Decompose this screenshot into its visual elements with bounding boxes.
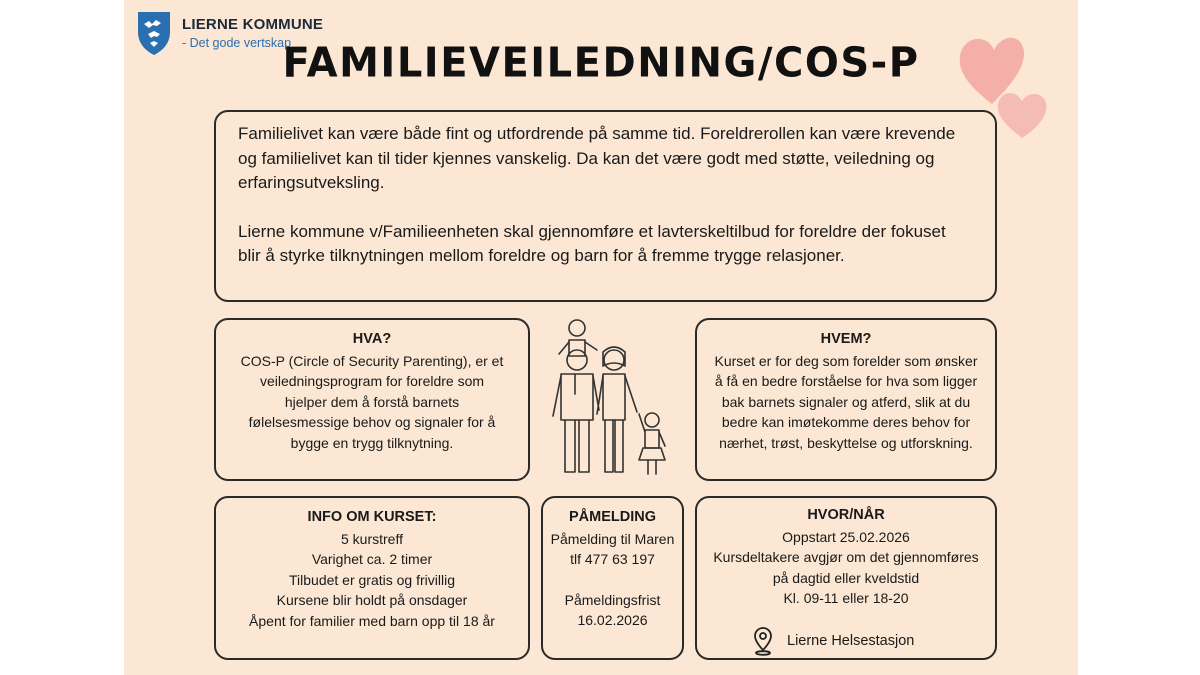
poster <box>124 0 1078 675</box>
hvem-heading: HVEM? <box>820 331 872 347</box>
info-line: Åpent for familier med barn opp til 18 år <box>249 612 495 629</box>
intro-paragraph-2: Lierne kommune v/Familieenheten skal gjennomføre et lavterskeltilbud for foreldre der fokuset blir å styrke tilknytningen mellom foreldre og barn for å fremme trygge relasjoner. <box>238 221 946 265</box>
hvor-heading: HVOR/NÅR <box>807 507 885 523</box>
hvor-box <box>695 496 997 660</box>
hva-heading: HVA? <box>352 331 392 347</box>
hva-text: COS-P (Circle of Security Parenting), er et veiledningsprogram for foreldre som hjelper dem å forstå barnets følelsesmessige behov og signaler for å bygge en trygg tilknytning. <box>240 352 504 451</box>
pamelding-phone: tlf 477 63 197 <box>570 551 655 567</box>
info-line: 5 kurstreff <box>341 530 403 547</box>
intro-paragraph-1: Familielivet kan være både fint og utfordrende på samme tid. Foreldrerollen kan være krevende og familielivet kan til tider kjennes vanskelig. Da kan det være godt med støtte, veiledning og erfaringsutveksling. <box>238 124 956 192</box>
location-pin-icon <box>753 626 773 656</box>
hvor-line: Oppstart 25.02.2026 <box>782 528 910 545</box>
pamelding-deadline-date: 16.02.2026 <box>577 612 648 628</box>
pamelding-heading: PÅMELDING <box>569 509 656 525</box>
place-row <box>753 626 914 656</box>
organization-tagline: - Det gode vertskap <box>182 36 292 50</box>
info-line: Varighet ca. 2 timer <box>311 551 433 567</box>
pamelding-box <box>541 496 684 660</box>
pamelding-deadline-label: Påmeldingsfrist <box>564 591 661 608</box>
hvem-box <box>695 318 997 481</box>
organization-name: LIERNE KOMMUNE <box>182 16 324 33</box>
hvem-text: Kurset er for deg som forelder som ønsker å få en bedre forståelse for hva som ligger bak barnets signaler og atferd, slik at du bedre kan imøtekomme deres behov for nærhet, trøst, beskyttelse og utforskning. <box>714 352 978 451</box>
hvor-line: Kl. 09-11 eller 18-20 <box>783 590 909 606</box>
info-line: Kursene blir holdt på onsdager <box>276 592 468 608</box>
info-box <box>214 496 530 660</box>
place-name: Lierne Helsestasjon <box>787 632 915 649</box>
info-heading: INFO OM KURSET: <box>307 509 437 525</box>
hva-box <box>214 318 530 481</box>
info-line: Tilbudet er gratis og frivillig <box>289 571 455 588</box>
intro-box <box>214 110 997 302</box>
pamelding-contact: Påmelding til Maren <box>550 530 675 547</box>
family-illustration-icon <box>549 318 674 480</box>
hvor-line: på dagtid eller kveldstid <box>772 569 920 586</box>
page-title: FAMILIEVEILEDNING/COS-P <box>282 39 920 87</box>
hvor-line: Kursdeltakere avgjør om det gjennomføres <box>713 549 979 565</box>
